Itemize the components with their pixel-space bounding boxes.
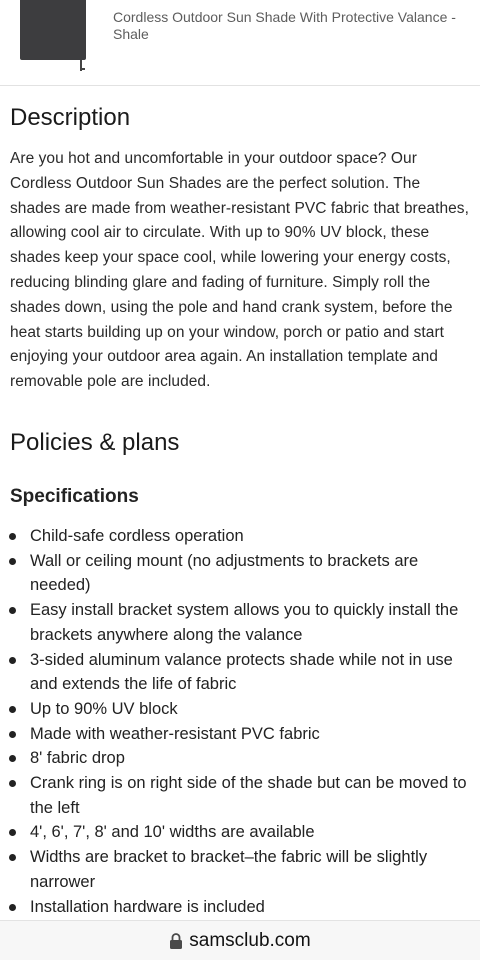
spec-item: Child-safe cordless operation: [0, 524, 470, 549]
product-thumbnail[interactable]: [20, 0, 86, 60]
address-url[interactable]: samsclub.com: [189, 929, 311, 951]
browser-address-bar[interactable]: [0, 920, 480, 960]
product-title[interactable]: Cordless Outdoor Sun Shade With Protective Valance - Shale: [113, 9, 456, 42]
specifications-list: [0, 524, 470, 919]
spec-item: 4', 6', 7', 8' and 10' widths are available: [0, 820, 470, 845]
spec-item: Wall or ceiling mount (no adjustments to brackets are needed): [0, 549, 470, 598]
policies-heading[interactable]: Policies & plans: [10, 429, 180, 456]
lock-icon: [169, 932, 183, 950]
spec-item: Easy install bracket system allows you to quickly install the brackets anywhere along the valance: [0, 598, 470, 647]
product-thumbnail-hook: [80, 68, 85, 70]
spec-item: Installation hardware is included: [0, 895, 470, 920]
spec-item: Made with weather-resistant PVC fabric: [0, 722, 470, 747]
specifications-heading: Specifications: [10, 486, 139, 507]
product-header[interactable]: [0, 0, 480, 86]
spec-item: Up to 90% UV block: [0, 697, 470, 722]
description-text: Are you hot and uncomfortable in your outdoor space? Our Cordless Outdoor Sun Shades are the perfect solution. The shades are made from weather-resistant PVC fabric that breathes, allowing cool air to circulate. With up to 90% UV block, these shades keep your space cool, while lowering your energy costs, reducing blinding glare and fading of furniture. Simply roll the shades down, using the pole and hand crank system, before the heat starts building up on your window, porch or patio and start enjoying your outdoor area again. An installation template and removable pole are included.: [10, 150, 469, 391]
spec-item: Widths are bracket to bracket–the fabric will be slightly narrower: [0, 845, 470, 894]
description-heading: Description: [10, 104, 131, 131]
spec-item: 8' fabric drop: [0, 746, 470, 771]
spec-item: 3-sided aluminum valance protects shade while not in use and extends the life of fabric: [0, 648, 470, 697]
spec-item: Crank ring is on right side of the shade but can be moved to the left: [0, 771, 470, 820]
